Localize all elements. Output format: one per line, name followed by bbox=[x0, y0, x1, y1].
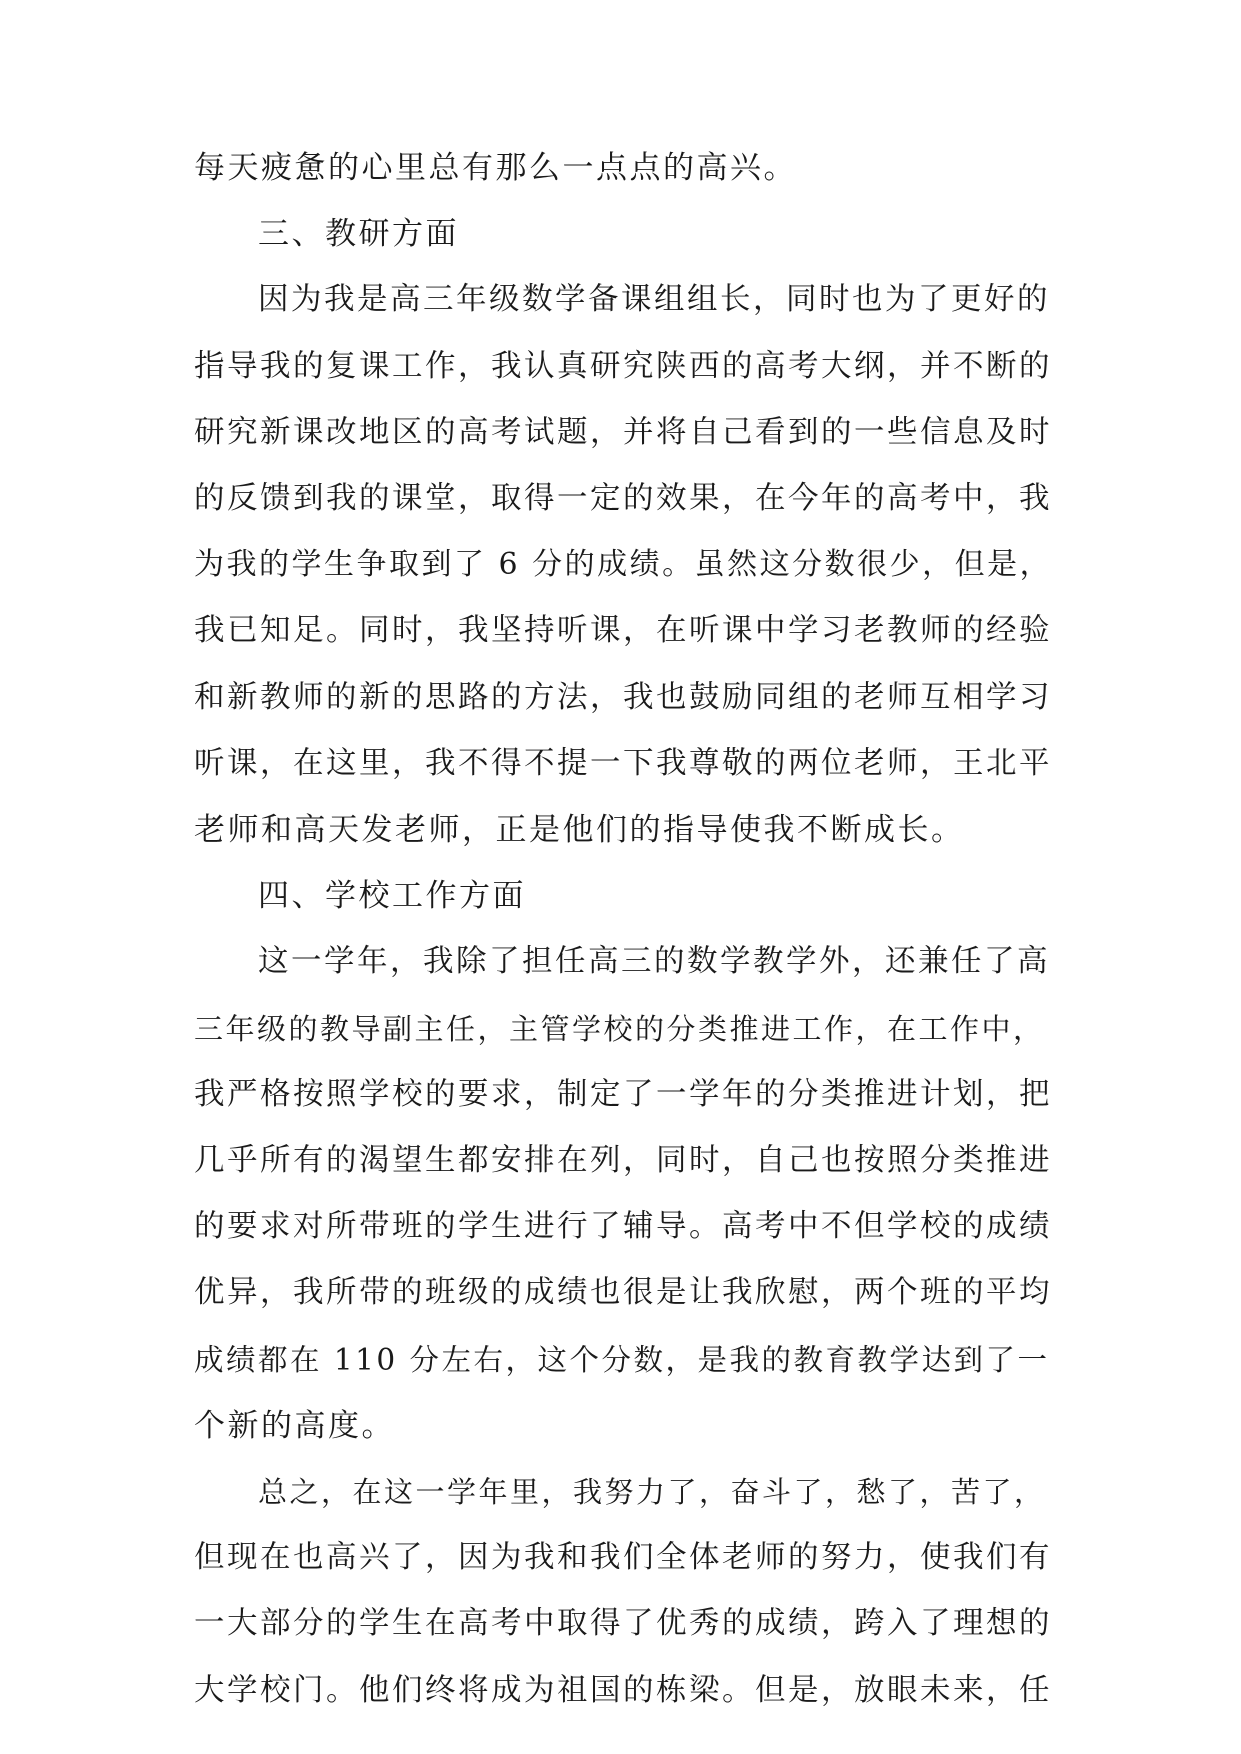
body-line: 几乎所有的渴望生都安排在列，同时，自己也按照分类推进 bbox=[194, 1143, 1052, 1178]
body-line: 三年级的教导副主任，主管学校的分类推进工作，在工作中， bbox=[194, 1012, 1045, 1046]
body-line: 我严格按照学校的要求，制定了一学年的分类推进计划，把 bbox=[194, 1077, 1052, 1112]
body-line: 大学校门。他们终将成为祖国的栋梁。但是，放眼未来，任 bbox=[194, 1673, 1052, 1708]
body-line: 的反馈到我的课堂，取得一定的效果，在今年的高考中，我 bbox=[194, 481, 1052, 516]
body-line: 但现在也高兴了，因为我和我们全体老师的努力，使我们有 bbox=[194, 1540, 1052, 1575]
body-line: 老师和高天发老师，正是他们的指导使我不断成长。 bbox=[194, 812, 965, 848]
body-line: 因为我是高三年级数学备课组组长，同时也为了更好的 bbox=[258, 282, 1050, 317]
body-line: 研究新课改地区的高考试题，并将自己看到的一些信息及时 bbox=[194, 415, 1052, 450]
body-line: 每天疲惫的心里总有那么一点点的高兴。 bbox=[194, 150, 797, 186]
section-heading: 三、教研方面 bbox=[258, 216, 459, 252]
body-line: 我已知足。同时，我坚持听课，在听课中学习老教师的经验 bbox=[194, 613, 1052, 648]
body-line: 为我的学生争取到了 6 分的成绩。虽然这分数很少，但是， bbox=[194, 547, 1053, 582]
body-line: 优异，我所带的班级的成绩也很是让我欣慰，两个班的平均 bbox=[194, 1275, 1052, 1310]
body-line: 和新教师的新的思路的方法，我也鼓励同组的老师互相学习 bbox=[194, 680, 1052, 715]
body-line: 一大部分的学生在高考中取得了优秀的成绩，跨入了理想的 bbox=[194, 1606, 1052, 1641]
body-line: 指导我的复课工作，我认真研究陕西的高考大纲，并不断的 bbox=[194, 349, 1052, 384]
body-line: 个新的高度。 bbox=[194, 1408, 395, 1444]
section-heading: 四、学校工作方面 bbox=[258, 878, 526, 914]
body-line: 总之，在这一学年里，我努力了，奋斗了，愁了，苦了， bbox=[258, 1475, 1046, 1509]
body-line: 的要求对所带班的学生进行了辅导。高考中不但学校的成绩 bbox=[194, 1209, 1052, 1244]
body-line: 听课，在这里，我不得不提一下我尊敬的两位老师，王北平 bbox=[194, 746, 1052, 781]
body-line: 成绩都在 110 分左右，这个分数，是我的教育教学达到了一 bbox=[194, 1343, 1050, 1377]
body-line: 这一学年，我除了担任高三的数学教学外，还兼任了高 bbox=[258, 944, 1050, 979]
